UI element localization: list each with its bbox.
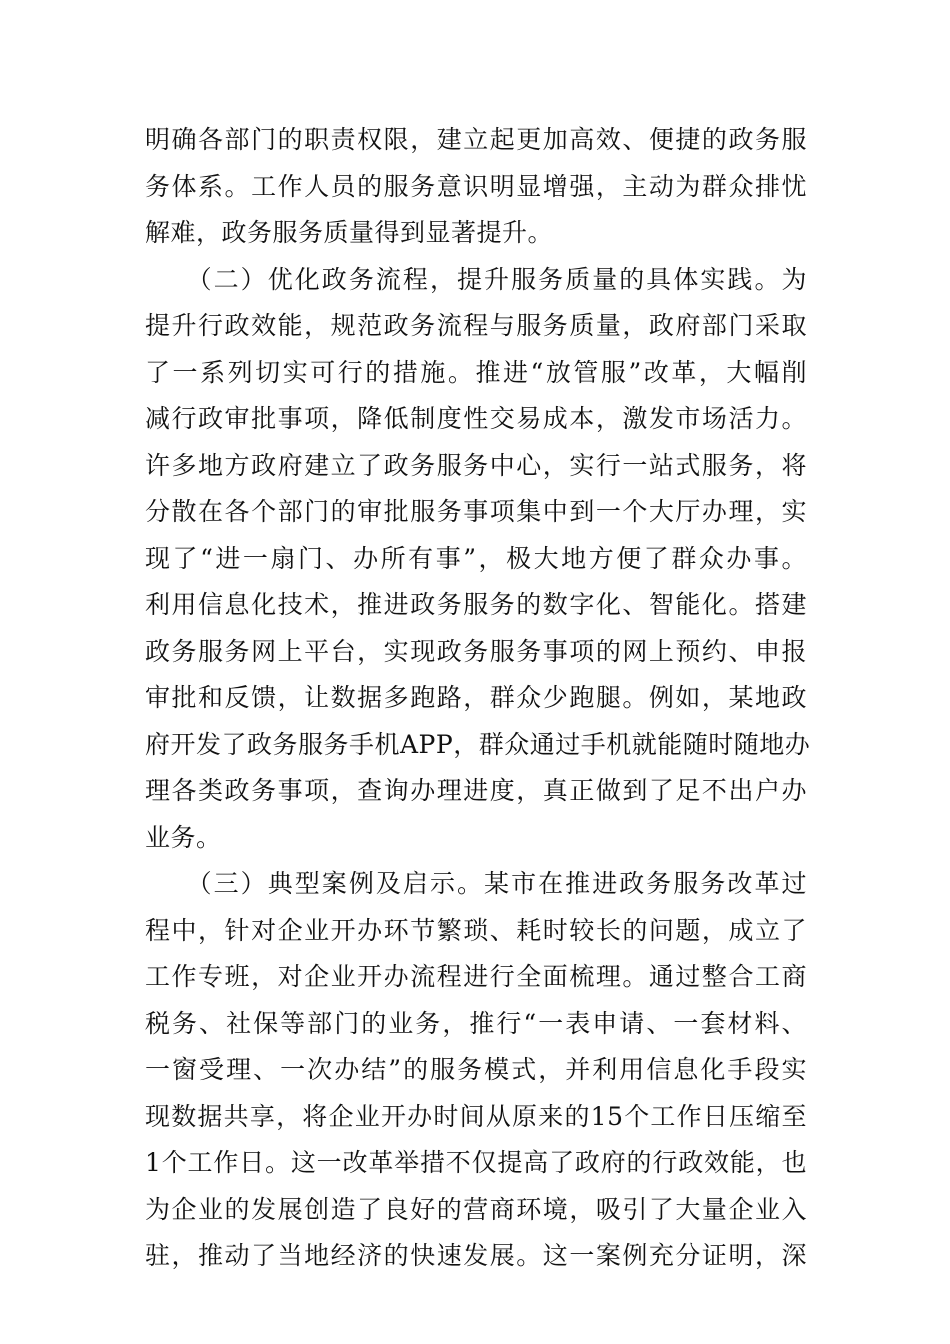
- text-line: 驻，推动了当地经济的快速发展。这一案例充分证明，深: [145, 1241, 807, 1270]
- text-line: 政务服务网上平台，实现政务服务事项的网上预约、申报: [145, 636, 807, 666]
- text-line: （三）典型案例及启示。某市在推进政务服务改革过: [145, 869, 807, 898]
- text-line: 解难，政务服务质量得到显著提升。: [145, 218, 554, 247]
- text-line: 现数据共享，将企业开办时间从原来的15个工作日压缩至: [145, 1101, 807, 1131]
- text-line: 税务、社保等部门的业务，推行“一表申请、一套材料、: [145, 1008, 807, 1038]
- text-line: 理各类政务事项，查询办理进度，真正做到了足不出户办: [145, 776, 807, 805]
- text-line: 为企业的发展创造了良好的营商环境，吸引了大量企业入: [145, 1194, 807, 1224]
- text-line: （二）优化政务流程，提升服务质量的具体实践。为: [145, 264, 807, 294]
- text-line: 利用信息化技术，推进政务服务的数字化、智能化。搭建: [145, 590, 807, 619]
- text-line: 提升行政效能，规范政务流程与服务质量，政府部门采取: [145, 311, 807, 340]
- body-text: [145, 117, 811, 1280]
- text-line: 程中，针对企业开办环节繁琐、耗时较长的问题，成立了: [145, 915, 807, 945]
- text-line: 一窗受理、一次办结”的服务模式，并利用信息化手段实: [145, 1055, 807, 1084]
- text-line: 明确各部门的职责权限，建立起更加高效、便捷的政务服: [145, 125, 807, 154]
- text-line: 工作专班，对企业开办流程进行全面梳理。通过整合工商: [145, 962, 807, 991]
- text-line: 了一系列切实可行的措施。推进“放管服”改革，大幅削: [145, 357, 807, 387]
- text-line: 减行政审批事项，降低制度性交易成本，激发市场活力。: [145, 404, 807, 433]
- text-line: 现了“进一扇门、办所有事”，极大地方便了群众办事。: [145, 543, 807, 573]
- text-line: 务体系。工作人员的服务意识明显增强，主动为群众排忧: [145, 171, 807, 201]
- text-line: 1个工作日。这一改革举措不仅提高了政府的行政效能，也: [145, 1148, 807, 1177]
- text-line: 审批和反馈，让数据多跑路，群众少跑腿。例如，某地政: [145, 683, 807, 712]
- text-line: 分散在各个部门的审批服务事项集中到一个大厅办理，实: [145, 497, 807, 526]
- text-line: 业务。: [145, 822, 222, 852]
- text-line: 府开发了政务服务手机APP，群众通过手机就能随时随地办: [145, 729, 811, 759]
- text-line: 许多地方政府建立了政务服务中心，实行一站式服务，将: [145, 450, 807, 480]
